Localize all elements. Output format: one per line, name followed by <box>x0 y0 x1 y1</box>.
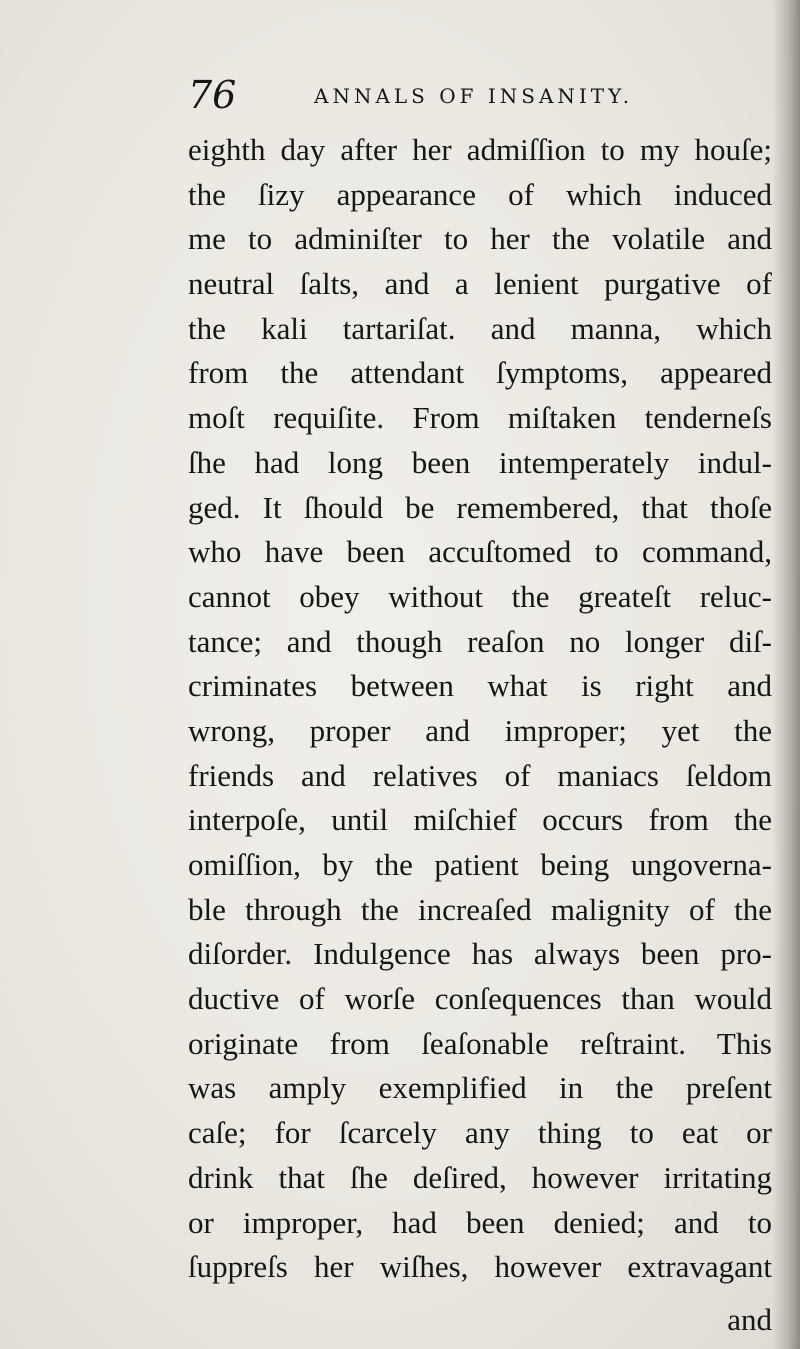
text-line: ſhe had long been intemperately indul- <box>188 444 772 480</box>
text-line: was amply exemplified in the preſent <box>188 1070 772 1106</box>
text-line: me to adminiſter to her the volatile and <box>188 221 772 257</box>
text-line: diſorder. Indulgence has always been pro- <box>188 936 772 972</box>
text-line: eighth day after her admiſſion to my houſe; <box>188 132 772 167</box>
text-line: the kali tartariſat. and manna, which <box>188 310 772 346</box>
page-header <box>188 70 768 120</box>
text-line: the ſizy appearance of which induced <box>188 176 772 212</box>
text-line: from the attendant ſymptoms, appeared <box>188 355 772 391</box>
catchword: and <box>727 1301 772 1337</box>
text-line: drink that ſhe deſired, however irritating <box>188 1159 772 1195</box>
body-text <box>188 128 772 1343</box>
text-line: cannot obey without the greateſt reluc- <box>188 578 772 614</box>
text-line: ged. It ſhould be remembered, that thoſe <box>188 489 772 525</box>
text-line: who have been accuſtomed to command, <box>188 534 772 570</box>
page-number: 76 <box>188 73 237 117</box>
page-edge-shadow <box>772 0 800 1349</box>
text-line: wrong, proper and improper; yet the <box>188 712 772 748</box>
text-line: caſe; for ſcarcely any thing to eat or <box>188 1115 772 1151</box>
text-line: originate from ſeaſonable reſtraint. This <box>188 1025 772 1061</box>
text-line: tance; and though reaſon no longer diſ- <box>188 623 772 659</box>
text-line: friends and relatives of maniacs ſeldom <box>188 757 772 793</box>
text-line: neutral ſalts, and a lenient purgative of <box>188 266 772 302</box>
text-line: moſt requiſite. From miſtaken tenderneſs <box>188 400 772 436</box>
text-line: omiſſion, by the patient being ungoverna- <box>188 847 772 882</box>
text-line: or improper, had been denied; and to <box>188 1204 772 1240</box>
text-line: ble through the increaſed malignity of the <box>188 891 772 927</box>
running-head: ANNALS OF INSANITY. <box>314 84 634 108</box>
text-line: ſuppreſs her wiſhes, however extravagant <box>188 1249 772 1285</box>
text-line: interpoſe, until miſchief occurs from the <box>188 802 772 838</box>
text-line: ductive of worſe conſequences than would <box>188 981 772 1017</box>
text-line: criminates between what is right and <box>188 668 772 704</box>
